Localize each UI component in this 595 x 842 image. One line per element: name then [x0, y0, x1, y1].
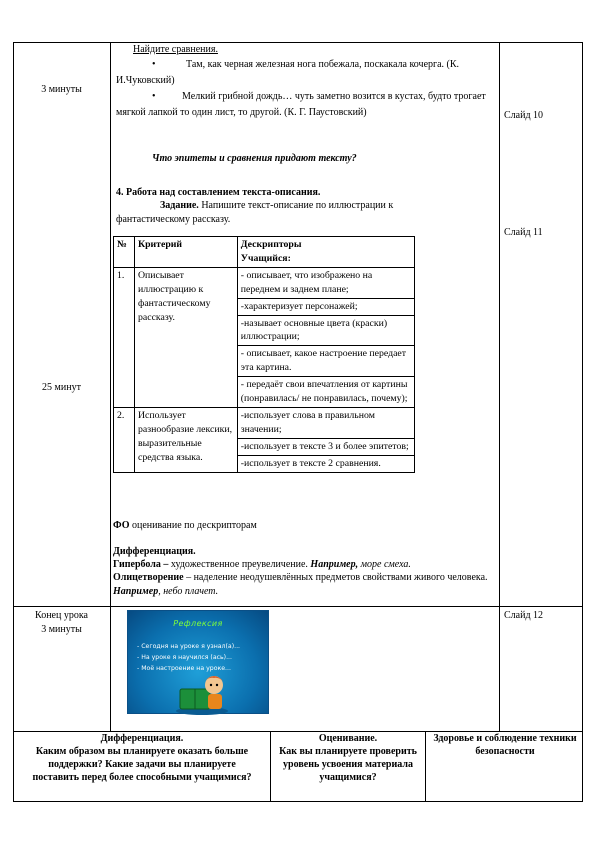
bottom-text: Оценивание. Как вы планируете проверить уровень усвоения материала учащимися? [279, 733, 417, 783]
health-safety-heading [430, 732, 580, 758]
criteria-table [113, 236, 415, 473]
row-divider [13, 606, 583, 607]
time-cell: 3 минуты [41, 84, 82, 95]
reflection-line: - На уроке я научился (ась)... [137, 654, 232, 661]
criterion-cell: Описывает иллюстрацию к фантастическому рассказу. [134, 267, 237, 407]
question: Что эпитеты и сравнения придают тексту? [152, 153, 357, 164]
bullet-icon: • [152, 59, 156, 70]
descriptor: -использует в тексте 3 и более эпитетов; [238, 439, 414, 456]
column-header: Критерий [134, 237, 237, 268]
hyperbole-text: художественное преувеличение. [168, 559, 311, 570]
bottom-text: Дифференциация. Каким образом вы планируете оказать больше поддержки? Какие задачи вы планируете поставить перед более способными учащимися? [32, 733, 252, 783]
descriptor: -использует в тексте 2 сравнения. [240, 457, 381, 469]
list-item [116, 89, 488, 121]
personification-label: Олицетворение [113, 572, 184, 583]
assessment-note [113, 519, 257, 533]
slide-label: Слайд 12 [504, 610, 544, 621]
hyperbole-definition [113, 558, 493, 572]
descriptor: - описывает, какое настроение передает эта картина. [238, 346, 414, 377]
fo-label: ФО [113, 520, 130, 531]
differentiation-question [30, 732, 254, 784]
list-item-text: Мелкий грибной дождь… чуть заметно возится в кустах, будто трогает мягкой лапкой то один лист, то другой. (К. Г. Паустовский) [116, 91, 486, 119]
hyperbole-label: Гипербола – [113, 559, 169, 570]
column-divider [270, 731, 271, 802]
descriptor: - описывает, что изображено на переднем и заднем плане; [238, 268, 414, 299]
list-item-text: Там, как черная железная нога побежала, поскакала кочерга. (К. И.Чуковский) [116, 59, 460, 87]
time-cell [13, 609, 110, 636]
bottom-text: Здоровье и соблюдение техники безопасности [433, 733, 577, 757]
task-text [116, 199, 416, 226]
task-description: Напишите текст-описание по иллюстрации к фантастическому рассказу. [116, 200, 394, 225]
reflection-line: - Моё настроение на уроке... [137, 665, 231, 672]
time-line: Конец урока [35, 610, 88, 621]
reflection-slide-image [127, 610, 269, 714]
descriptor: -называет основные цвета (краски) иллюстрации; [238, 316, 414, 347]
descriptor: -использует слова в правильном значении; [238, 408, 414, 439]
column-divider [110, 42, 111, 731]
task-heading: Найдите сравнения. [133, 44, 218, 55]
table-header-row [114, 237, 415, 268]
slide-label: Слайд 11 [504, 227, 543, 238]
descriptors-cell [237, 407, 414, 472]
reflection-title: Рефлексия [173, 619, 223, 628]
descriptors-cell [237, 267, 414, 407]
column-divider [499, 42, 500, 731]
reflection-line: - Сегодня на уроке я узнал(а)... [137, 643, 241, 650]
list-item [116, 57, 486, 89]
time-line: 3 минуты [41, 623, 82, 635]
bullet-icon: • [152, 91, 156, 102]
section-title: 4. Работа над составлением текста-описания. [116, 187, 321, 198]
assessment-question [278, 732, 418, 784]
criterion-cell: Использует разнообразие лексики, выразительные средства языка. [134, 407, 237, 472]
example-text: море смеха. [358, 559, 411, 570]
table-row [114, 267, 415, 407]
personification-definition [113, 571, 495, 598]
example-text: , небо плачет. [158, 585, 219, 597]
column-divider [425, 731, 426, 802]
personification-text: – наделение неодушевлённых предметов свойствами живого человека. [183, 572, 488, 583]
descriptor: - передаёт свои впечатления от картины (понравилась/ не понравилась, почему); [240, 379, 408, 405]
example-label: Например [113, 585, 159, 597]
task-label: Задание. [160, 200, 199, 211]
row-number: 1. [114, 267, 135, 407]
time-cell: 25 минут [42, 382, 81, 393]
slide-label: Слайд 10 [504, 110, 544, 121]
descriptor: -характеризует персонажей; [238, 299, 414, 316]
column-header: № [114, 237, 135, 268]
example-label: Например, [310, 559, 359, 570]
row-number: 2. [114, 407, 135, 472]
column-header: Дескрипторы Учащийся: [237, 237, 414, 268]
table-row [114, 407, 415, 472]
reading-child-icon [172, 671, 232, 715]
differentiation-title: Дифференциация. [113, 546, 196, 557]
fo-text: оценивание по дескрипторам [129, 520, 257, 531]
